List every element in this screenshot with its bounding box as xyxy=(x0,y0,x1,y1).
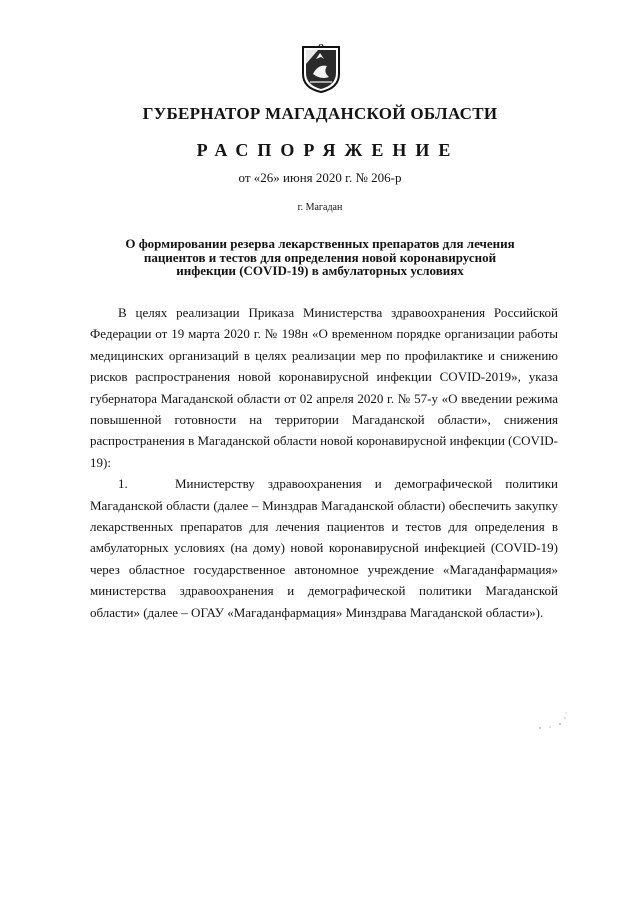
document-title xyxy=(0,237,640,278)
issuing-authority: ГУБЕРНАТОР МАГАДАНСКОЙ ОБЛАСТИ xyxy=(142,104,498,123)
scan-speckles xyxy=(538,710,568,732)
document-date-number: от «26» июня 2020 г. № 206-р xyxy=(238,170,402,185)
document-type: РАСПОРЯЖЕНИЕ xyxy=(196,140,460,160)
item-1-number: 1. xyxy=(118,476,128,492)
title-line-2: пациентов и тестов для определения новой коронавирусной xyxy=(143,249,497,265)
item-1-text: Министерству здравоохранения и демографической политики Магаданской области (далее – Минздрав Магаданской области) обеспечить закупку лекарственных препаратов для лечения пациентов и тестов для определения в амбулаторных условиях (на дому) новой коронавирусной инфекцией (COVID-19) через областное государственное автономное учреждение «Магаданфармация» министерства здравоохранения и демографической политики Магаданской области» (далее – ОГАУ «Магаданфармация» Минздрава Магаданской области»). xyxy=(90,476,558,620)
coat-of-arms-emblem xyxy=(300,44,342,94)
document-city: г. Магадан xyxy=(297,202,343,213)
item-1-paragraph xyxy=(90,473,558,623)
title-line-1: О формировании резерва лекарственных препаратов для лечения xyxy=(125,236,515,251)
preamble-paragraph: В целях реализации Приказа Министерства здравоохранения Российской Федерации от 19 марта 2020 г. № 198н «О временном порядке организации работы медицинских организаций в целях реализации мер по профилактике и снижению рисков распространения новой коронавирусной инфекции COVID-2019», указа губернатора Магаданской области от 02 апреля 2020 г. № 57-у «О введении режима повышенной готовности на территории Магаданской области», снижения распространения в Магаданской области новой коронавирусной инфекции (COVID-19): xyxy=(90,305,558,470)
document-body xyxy=(90,302,558,623)
title-line-3: инфекции (COVID-19) в амбулаторных условиях xyxy=(176,263,464,278)
